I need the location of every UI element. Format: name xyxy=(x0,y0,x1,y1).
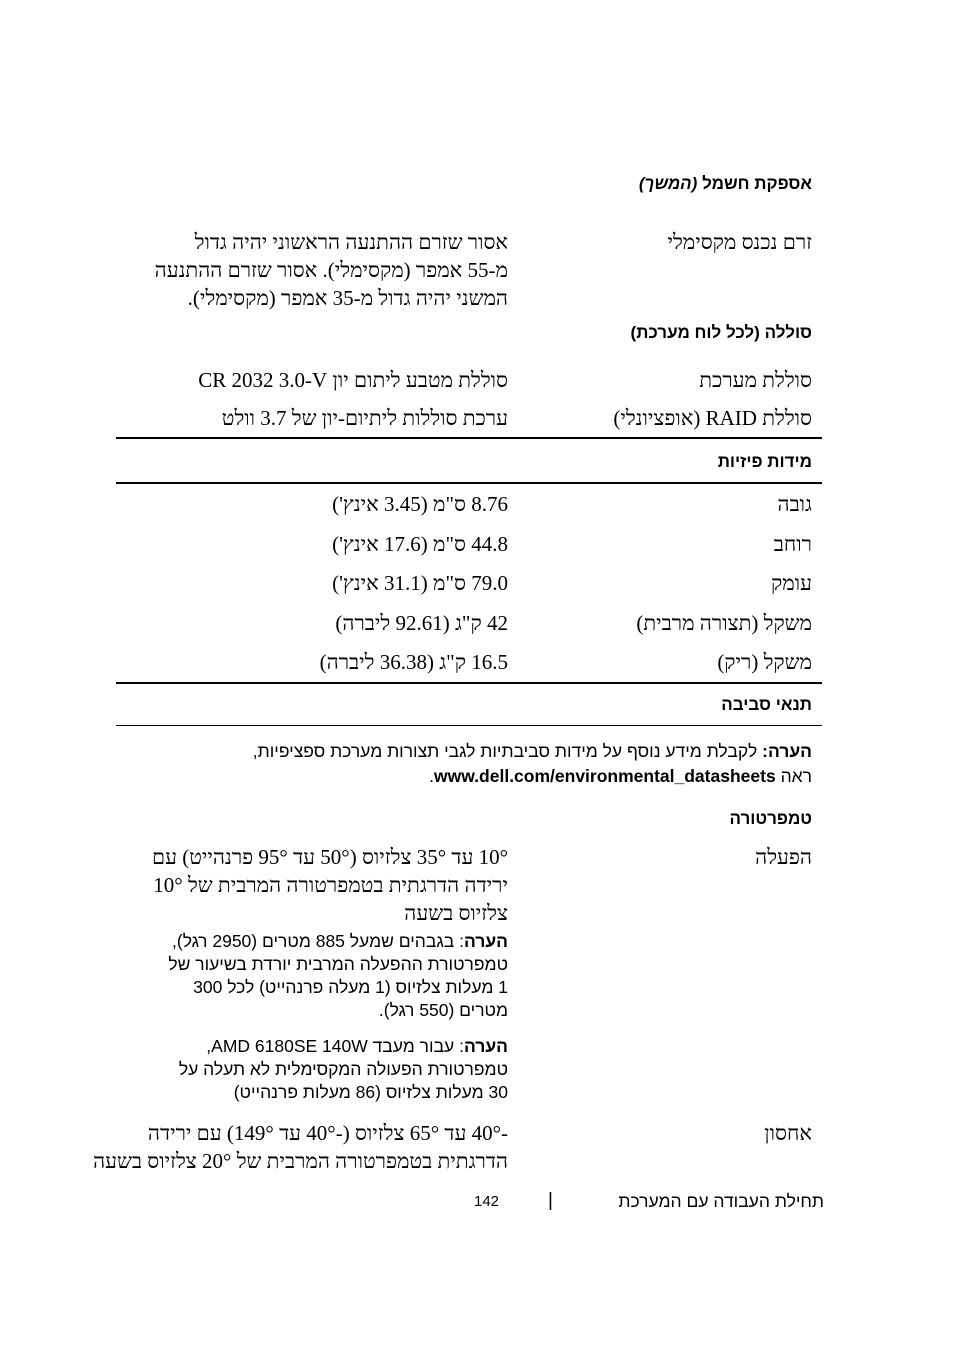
note-text: לקבלת מידע נוסף על מידות סביבתיות לגבי תצורות מערכת ספציפיות, xyxy=(252,741,758,761)
note-text: : עבור מעבד AMD 6180SE 140W, xyxy=(206,1036,464,1056)
value-line: צלזיוס בשעה xyxy=(404,901,508,925)
note-label: הערה xyxy=(463,1036,508,1056)
physical-row-label: עומק xyxy=(771,571,812,595)
note-line: 30 מעלות צלזיוס (86 מעלות פרנהייט) xyxy=(233,1082,508,1102)
note-line xyxy=(112,739,812,764)
divider xyxy=(116,482,822,484)
physical-row-label: משקל (ריק) xyxy=(717,650,812,674)
divider xyxy=(116,682,822,684)
operating-value xyxy=(128,843,508,927)
storage-label: אחסון xyxy=(764,1121,812,1145)
processor-note xyxy=(124,1035,508,1104)
note-line: טמפרטורת ההפעלה המרבית יורדת בשיעור של xyxy=(168,954,508,974)
section-heading-temperature: טמפרטורה xyxy=(729,809,812,828)
section-heading-physical: מידות פיזיות xyxy=(717,452,812,471)
note-line xyxy=(124,1035,508,1058)
physical-row-value: 8.76 ס"מ (3.45 אינץ') xyxy=(332,492,508,516)
note-label: הערה xyxy=(463,931,508,951)
value-line: ירידה הדרגתית בטמפרטורה המרבית של 10° xyxy=(153,873,508,897)
note-see: ראה xyxy=(780,766,812,786)
environment-note xyxy=(112,739,812,789)
section-heading-battery xyxy=(631,323,812,343)
note-text: : בגבהים שמעל 885 מטרים (2950 רגל), xyxy=(172,931,464,951)
physical-row-value: 44.8 ס"מ (17.6 אינץ') xyxy=(332,532,508,556)
note-line xyxy=(112,764,812,789)
physical-row-label: גובה xyxy=(777,492,812,516)
section-heading-environment: תנאי סביבה xyxy=(721,695,812,714)
value-line: -40° עד 65° צלזיוס (-40° עד 149°) עם ירידה xyxy=(147,1121,508,1145)
note-line xyxy=(124,930,508,953)
note-line: מטרים (550 רגל). xyxy=(378,1000,508,1020)
section-heading-power-supply xyxy=(639,174,812,194)
footer-separator: | xyxy=(548,1190,553,1211)
altitude-note xyxy=(124,930,508,1022)
physical-row-label: משקל (תצורה מרבית) xyxy=(636,611,812,635)
datasheet-link[interactable]: www.dell.com/environmental_datasheets xyxy=(434,766,776,786)
note-line: טמפרטורת הפעולה המקסימלית לא תעלה על xyxy=(178,1059,508,1079)
max-inrush-label: זרם נכנס מקסימלי xyxy=(667,230,812,254)
physical-row-value: 42 ק"ג (92.61 ליברה) xyxy=(335,611,508,635)
value-line: אסור שזרם ההתנעה הראשוני יהיה גדול xyxy=(194,230,508,254)
operating-label: הפעלה xyxy=(755,845,812,869)
battery-row-label: סוללת מערכת xyxy=(699,368,812,392)
physical-row-label: רוחב xyxy=(773,532,812,556)
physical-row-value: 79.0 ס"מ (31.1 אינץ') xyxy=(332,571,508,595)
heading-text: סוללה xyxy=(764,323,812,342)
physical-row-value: 16.5 ק"ג (36.38 ליברה) xyxy=(319,650,508,674)
value-line: 10° עד 35° צלזיוס (50° עד 95° פרנהייט) עם xyxy=(152,845,508,869)
footer-chapter: תחילת העבודה עם המערכת xyxy=(618,1191,824,1211)
heading-text: אספקת חשמל xyxy=(702,174,812,193)
heading-paren: (לכל לוח מערכת) xyxy=(630,323,760,342)
note-line: 1 מעלות צלזיוס (1 מעלה פרנהייט) לכל 300 xyxy=(193,977,508,997)
battery-row-value: ערכת סוללות ליתיום-יון של 3.7 וולט xyxy=(221,406,508,430)
note-end: . xyxy=(429,766,434,786)
battery-row-label: סוללת RAID (אופציונלי) xyxy=(613,406,812,430)
divider xyxy=(116,725,822,726)
battery-row-value: סוללת מטבע ליתום יון CR 2032 3.0-V xyxy=(198,368,508,392)
heading-continued: (המשך) xyxy=(638,174,698,193)
page-number: 142 xyxy=(474,1193,500,1210)
value-line: המשני יהיה גדול מ-35 אמפר (מקסימלי). xyxy=(187,286,508,310)
max-inrush-value xyxy=(128,228,508,312)
note-label: הערה: xyxy=(762,741,812,761)
divider xyxy=(116,437,822,439)
storage-value xyxy=(93,1119,508,1175)
value-line: מ-55 אמפר (מקסימלי). אסור שזרם ההתנעה xyxy=(154,258,508,282)
value-line: הדרגתית בטמפרטורה המרבית של 20° צלזיוס בשעה xyxy=(93,1149,508,1173)
